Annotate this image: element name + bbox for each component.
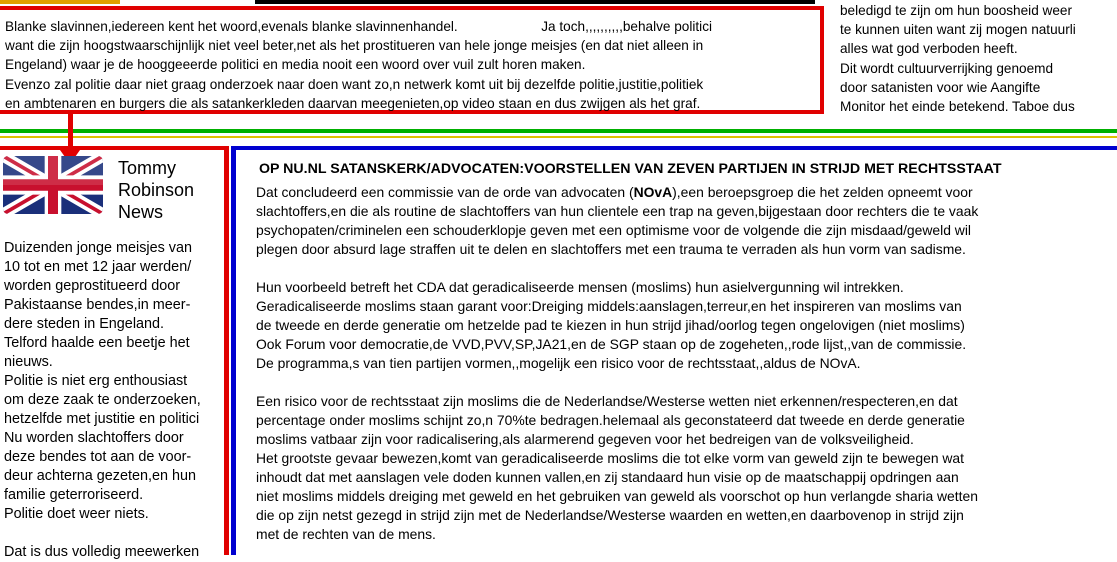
article-text: Geradicaliseerde moslims staan garant voor:Dreiging middels:aanslagen,terreur,en het inspireren van moslims van <box>256 298 962 314</box>
sidebar-text-line: hetzelfde met justitie en politici <box>4 411 200 427</box>
top-right-line: beledigd te zijn om hun boosheid weer <box>840 3 1073 18</box>
article-text: met de rechten van de mens. <box>256 526 436 542</box>
article-text: die op zijn netst gezegd in strijd zijn met de Nederlandse/Westerse waarden en wetten,en daarbovenop in strijd zijn <box>256 507 964 523</box>
divider-yellow <box>0 136 1117 138</box>
sidebar-text-line: Duizenden jonge meisjes van <box>4 240 192 256</box>
article-text: niet moslims middels dreiging met geweld en het gebruiken van geweld als voorschot op hun verlangde sharia wetten <box>256 488 978 504</box>
sidebar-text-line: Nu worden slachtoffers door <box>4 430 184 446</box>
top-box-line: Evenzo zal politie daar niet graag onderzoek naar doen want zo,n netwerk komt uit bij dezelfde politie,justitie,politiek <box>5 76 704 92</box>
article-text: percentage onder moslims schijnt zo,n 70%te bedragen.helemaal als geconstateerd dat tweede en derde generatie <box>256 412 965 428</box>
article-text: Het grootste gevaar bewezen,komt van geradicaliseerde moslims die tot elke vorm van geweld zijn te bewegen wat <box>256 450 965 466</box>
top-box-line-1 <box>5 17 814 36</box>
top-strip-left <box>0 0 120 4</box>
top-right-line: Monitor het einde betekend. Taboe dus <box>840 99 1075 115</box>
sidebar-text-line: deze bendes tot aan de voor- <box>4 449 192 465</box>
top-box-line: want die zijn hoogstwaarschijnlijk niet veel beter,net als het prostitueren van hele jonge meisjes (en dat niet alleen in <box>5 38 704 54</box>
top-right-text <box>840 0 1117 116</box>
sidebar-text-line: Dat is dus volledig meewerken <box>4 544 200 560</box>
article-text: de tweede en derde generatie om hetzelde pad te kiezen in hun strijd jihad/oorlog tegen ongelovigen (niet moslims) <box>256 317 965 333</box>
sidebar-text-line: Pakistaanse bendes,in meer- <box>4 297 191 313</box>
article-paragraph-2 <box>256 278 1117 373</box>
top-strip-image <box>255 0 815 4</box>
article-text: slachtoffers,en die als routine de slachtoffers van hun clientele een trap na geven,bijgestaan door rechters die te vaak <box>256 203 979 219</box>
sidebar-text-line: dere steden in Engeland. <box>4 316 165 332</box>
top-box-line-1-right: Ja toch,,,,,,,,,,behalve politici <box>541 19 713 34</box>
sidebar-text-line: nieuws. <box>4 354 53 370</box>
article-paragraph-1 <box>256 183 1117 259</box>
article-text: psychopaten/criminelen een schouderklopje geven met een optimisme voor de volgende die zijn misdaad/geweld wil <box>256 222 972 238</box>
top-box-line: Engeland) waar je de hooggeeerde politici en media nooit een woord over vuil zult horen maken. <box>5 57 586 73</box>
article-text: moslims vatbaar zijn voor radicalisering,als alarmerend gegeven voor het bedreigen van de volksveiligheid. <box>256 431 914 447</box>
top-box-line-1-left: Blanke slavinnen,iedereen kent het woord,evenals blanke slavinnenhandel. <box>5 19 458 34</box>
union-jack-flag-icon[interactable] <box>3 156 103 214</box>
sidebar-text-line <box>4 524 224 543</box>
top-right-line: Dit wordt cultuurverrijking genoemd <box>840 60 1054 76</box>
top-right-line: door satanisten voor wie Aangifte <box>840 79 1041 95</box>
article-text: De programma,s van tien partijen vormen,,mogelijk een risico voor de rechtsstaat,,aldus de NOvA. <box>256 355 861 371</box>
article-text: Dat concludeerd een commissie van de orde van advocaten ( <box>256 184 634 200</box>
sidebar-text-line: 10 tot en met 12 jaar werden/ <box>4 259 192 275</box>
sidebar-text-line: deur achterna gezeten,en hun <box>4 468 197 484</box>
sidebar-text-line: Politie doet weer niets. <box>4 506 149 522</box>
article-bold-abbrev: NOvA <box>633 184 673 200</box>
main-article <box>231 146 1117 555</box>
sidebar-text-line: om deze zaak te onderzoeken, <box>4 392 201 408</box>
sidebar-title[interactable] <box>118 157 194 223</box>
top-right-line: alles wat god verboden heeft. <box>840 41 1018 57</box>
top-box-line: en ambtenaren en burgers die als satankerkleden daarvan meegenieten,op video staan en dus zwijgen als het graf. <box>5 95 701 111</box>
sidebar-text <box>4 239 224 562</box>
article-text: Ook Forum voor democratie,de VVD,PVV,SP,JA21,en de SGP staan op de zogeheten,,rode lijst,,van de commissie. <box>256 336 967 352</box>
top-text-box <box>0 6 824 114</box>
sidebar-text-line: Telford haalde een beetje het <box>4 335 190 351</box>
sidebar-title-line: Robinson <box>118 180 195 200</box>
article-text: ),een beroepsgroep die het zelden opneemt voor <box>672 184 973 200</box>
sidebar-title-line: News <box>118 202 164 222</box>
article-text: Hun voorbeeld betreft het CDA dat geradicaliseerde mensen (moslims) hun asielvergunning wil intrekken. <box>256 279 904 295</box>
sidebar-text-line: worden geprostitueerd door <box>4 278 180 294</box>
article-text: inhoudt dat met aanslagen vele doden kunnen vallen,en zij standaard hun visie op de maatschappij opdringen aan <box>256 469 959 485</box>
article-paragraph-3 <box>256 392 1117 544</box>
sidebar-text-line: familie geterroriseerd. <box>4 487 144 503</box>
article-text: plegen door absurd lage straffen uit te delen en slachtoffers met een trauma te verraden als hun vorm van sadisme. <box>256 241 966 257</box>
top-right-line: te kunnen uiten want zij mogen natuurli <box>840 22 1076 38</box>
sidebar-title-line: Tommy <box>118 158 176 178</box>
sidebar-text-line: Politie is niet erg enthousiast <box>4 373 188 389</box>
sidebar <box>0 146 229 560</box>
article-headline[interactable]: OP NU.NL SATANSKERK/ADVOCATEN:VOORSTELLEN VAN ZEVEN PARTIJEN IN STRIJD MET RECHTSSTAAT <box>259 161 1002 177</box>
article-text: Een risico voor de rechtsstaat zijn moslims die de Nederlandse/Westerse wetten niet erkennen/respecteren,en dat <box>256 393 958 409</box>
